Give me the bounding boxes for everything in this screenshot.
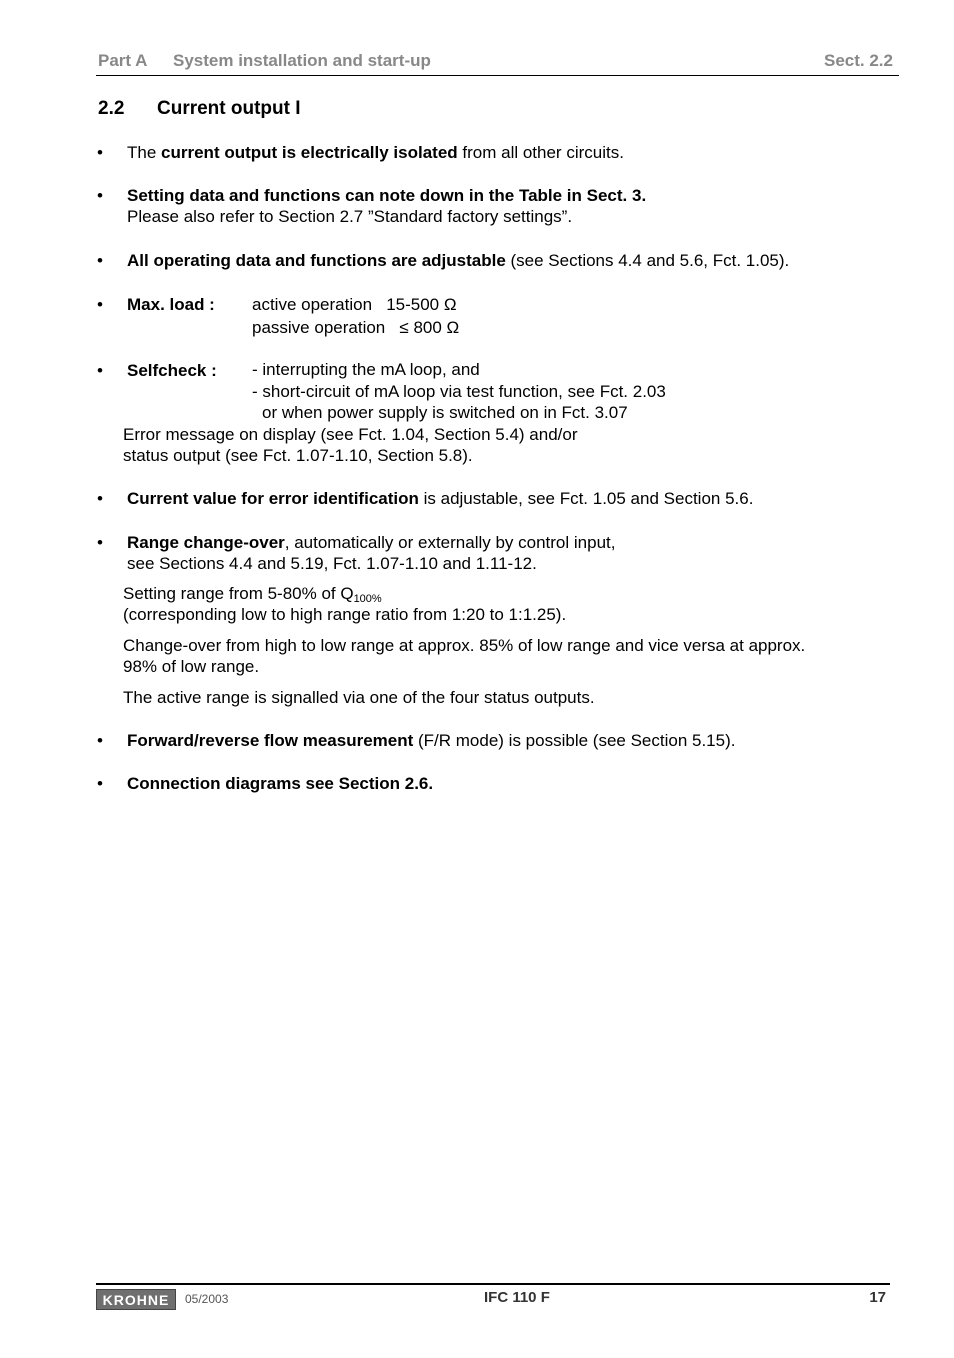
bullet-adjustable: All operating data and functions are adjustable (see Sections 4.4 and 5.6, Fct. 1.05).	[127, 251, 790, 270]
maxload-passive: passive operation ≤ 800 Ω	[252, 318, 460, 337]
bullet-dot: •	[97, 295, 103, 314]
range-setting: Setting range from 5-80% of $Q_{100\%}$	[123, 584, 382, 605]
bullet-setting-line2: Please also refer to Section 2.7 ”Standard factory settings”.	[127, 207, 573, 226]
bullet-dot: •	[97, 361, 103, 380]
krohne-logo: KROHNE	[96, 1289, 176, 1310]
selfcheck-label: Selfcheck :	[127, 361, 217, 380]
footer-product: IFC 110 F	[484, 1289, 550, 1306]
footer-page-number: 17	[869, 1289, 886, 1306]
section-number: 2.2	[98, 98, 125, 119]
maxload-label: Max. load :	[127, 295, 215, 314]
header-title: System installation and start-up	[173, 51, 431, 70]
bullet-dot: •	[97, 774, 103, 793]
selfcheck-line2: - short-circuit of mA loop via test function, see Fct. 2.03	[252, 382, 666, 401]
footer-rule	[96, 1283, 890, 1285]
bullet-range: Range change-over, automatically or externally by control input,	[127, 533, 616, 552]
bullet-dot: •	[97, 489, 103, 508]
selfcheck-line1: - interrupting the mA loop, and	[252, 360, 480, 379]
selfcheck-line5: status output (see Fct. 1.07-1.10, Section 5.8).	[123, 446, 473, 465]
bullet-error-id: Current value for error identification is adjustable, see Fct. 1.05 and Section 5.6.	[127, 489, 754, 508]
section-title: Current output I	[157, 98, 301, 119]
range-line2: see Sections 4.4 and 5.19, Fct. 1.07-1.10 and 1.11-12.	[127, 554, 537, 573]
bullet-forward: Forward/reverse flow measurement (F/R mode) is possible (see Section 5.15).	[127, 731, 736, 750]
footer-date: 05/2003	[185, 1292, 229, 1306]
bullet-dot: •	[97, 186, 103, 205]
header-part: Part A	[98, 51, 148, 70]
bullet-isolated: The current output is electrically isolated from all other circuits.	[127, 143, 624, 162]
range-changeover2: 98% of low range.	[123, 657, 260, 676]
range-changeover1: Change-over from high to low range at approx. 85% of low range and vice versa at approx.	[123, 636, 806, 655]
bullet-dot: •	[97, 251, 103, 270]
maxload-active: active operation 15-500 Ω	[252, 295, 457, 314]
range-setting-line2: (corresponding low to high range ratio from 1:20 to 1:1.25).	[123, 605, 567, 624]
header-section: Sect. 2.2	[824, 51, 893, 70]
selfcheck-line4: Error message on display (see Fct. 1.04, Section 5.4) and/or	[123, 425, 578, 444]
bullet-dot: •	[97, 731, 103, 750]
header-rule	[96, 75, 899, 76]
bullet-setting: Setting data and functions can note down in the Table in Sect. 3.	[127, 186, 647, 205]
bullet-connection: Connection diagrams see Section 2.6.	[127, 774, 434, 793]
bullet-dot: •	[97, 533, 103, 552]
range-active: The active range is signalled via one of the four status outputs.	[123, 688, 595, 707]
bullet-dot: •	[97, 143, 103, 162]
selfcheck-line3: or when power supply is switched on in Fct. 3.07	[262, 403, 628, 422]
